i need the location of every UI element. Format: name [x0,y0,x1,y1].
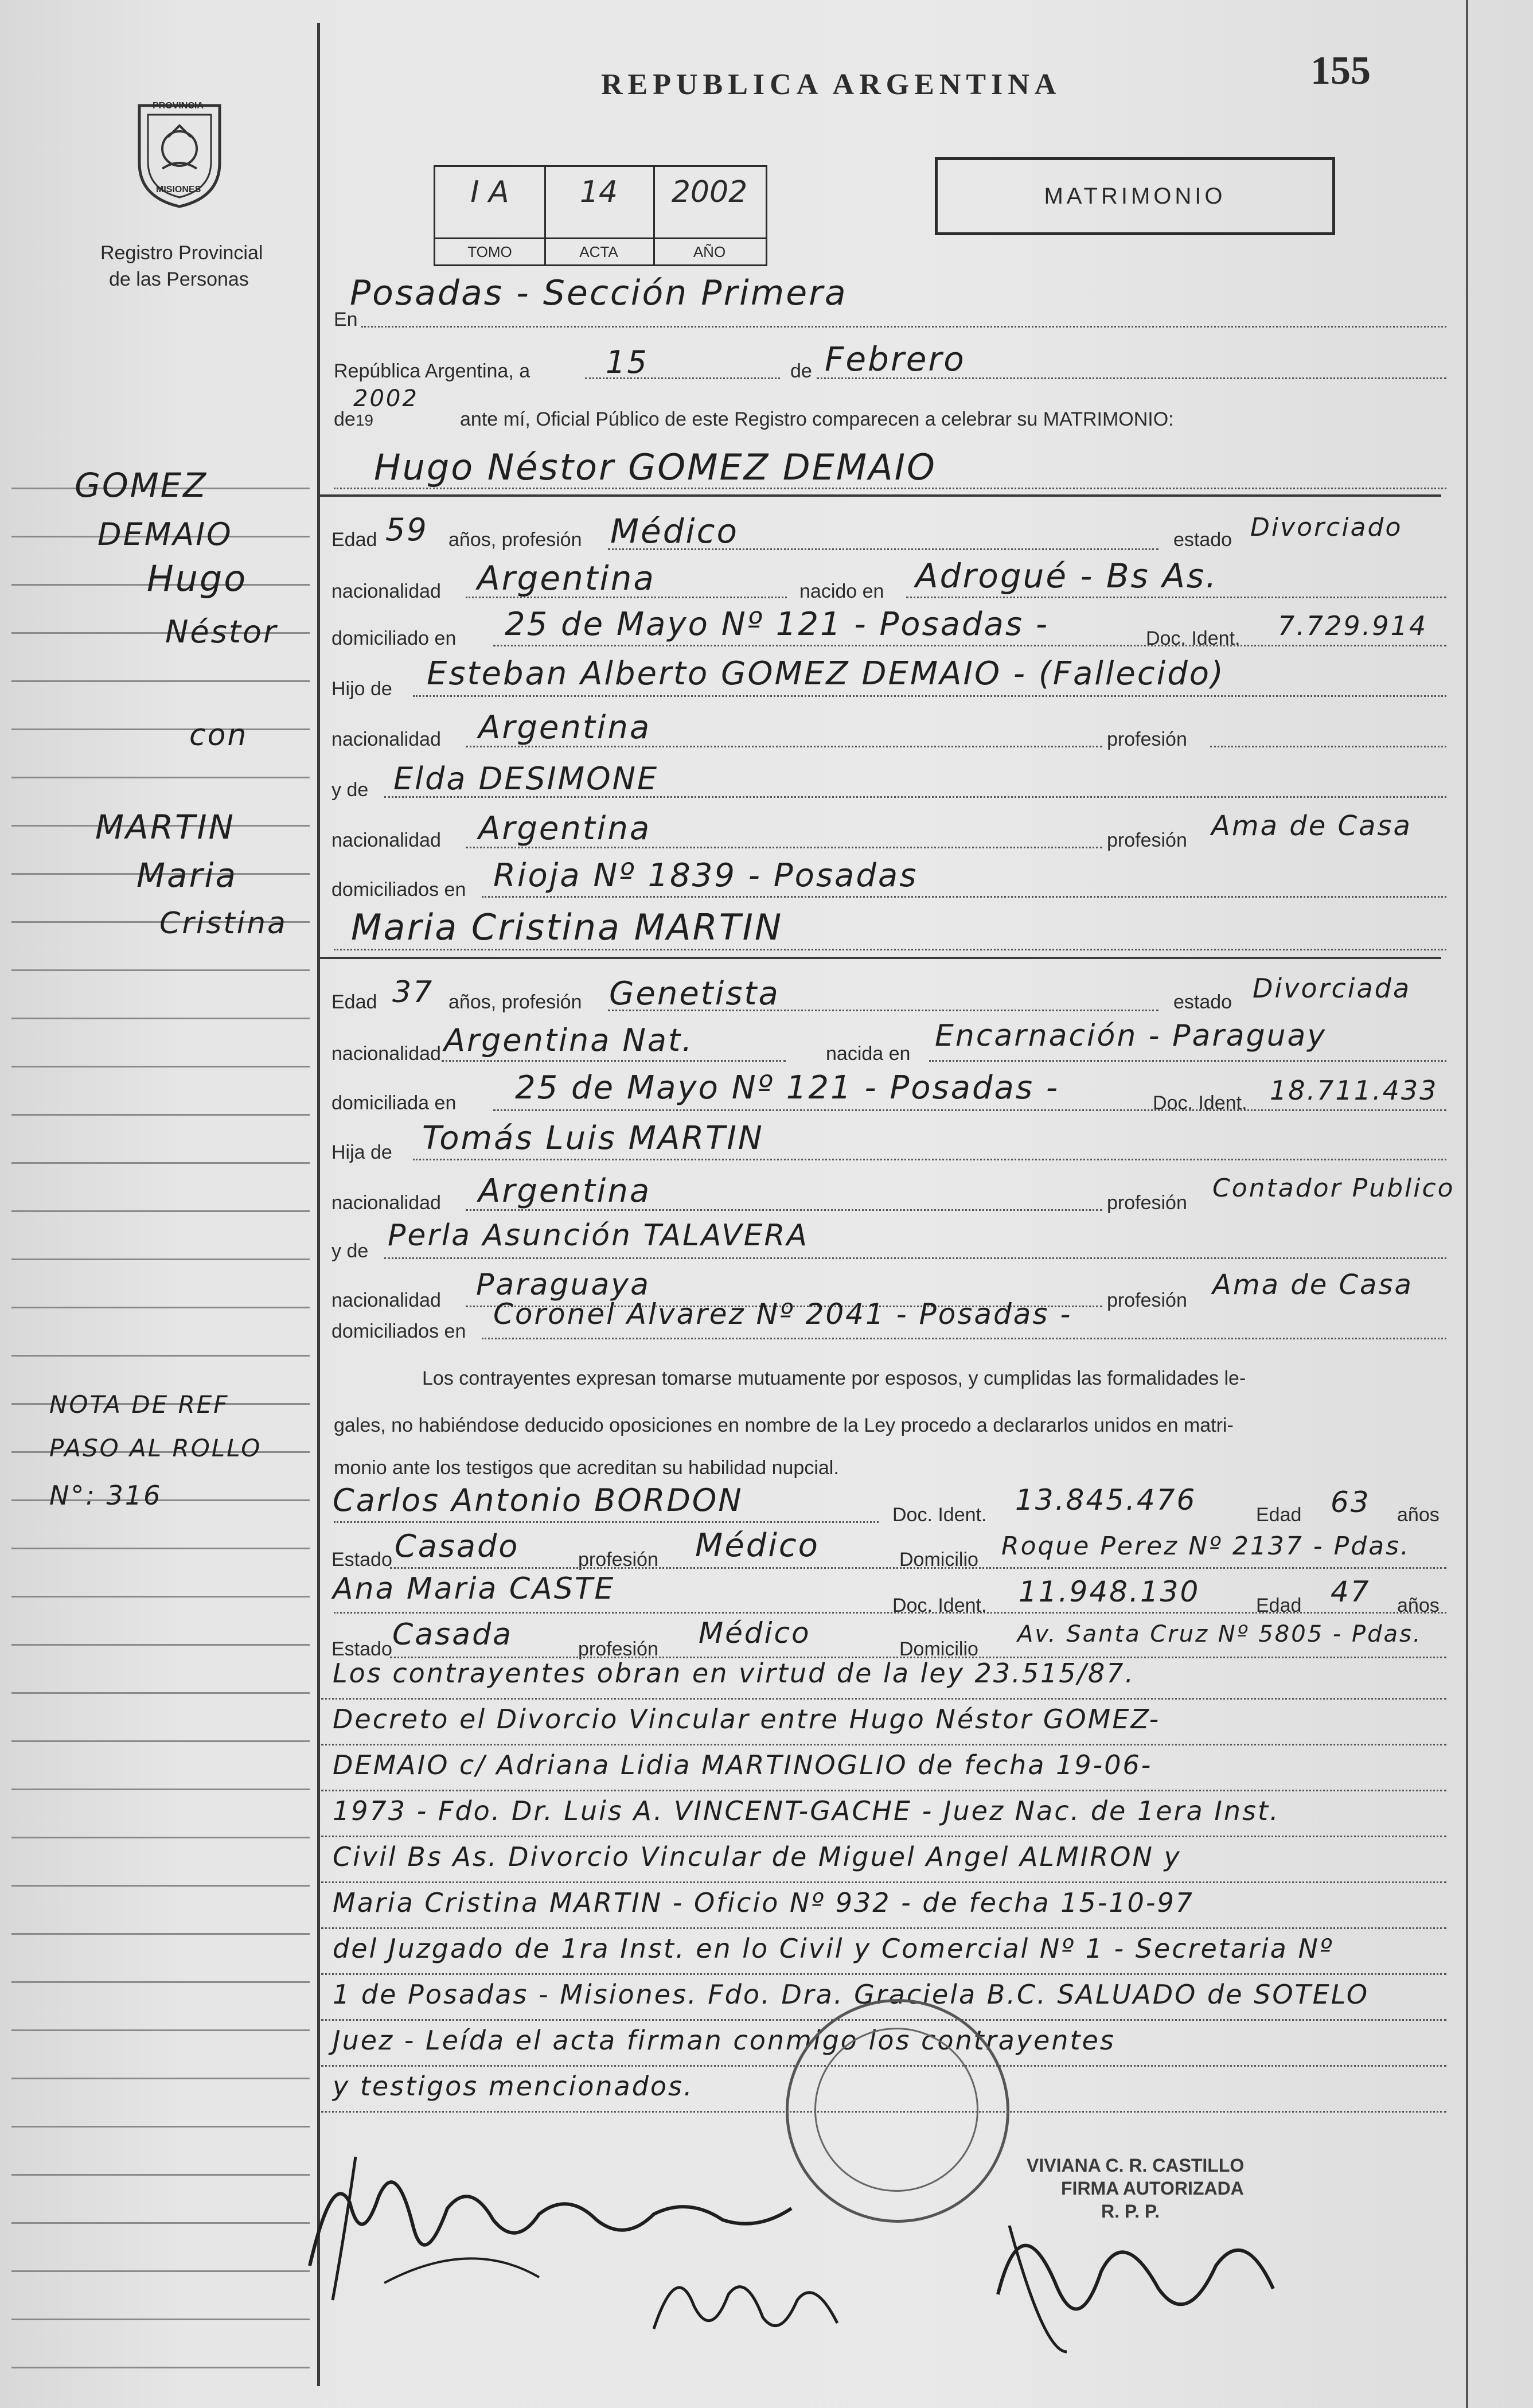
bride-profession-line [608,1010,1158,1011]
stamp-line1: VIVIANA C. R. CASTILLO [1027,2155,1245,2176]
witness1-age: 63 [1331,1486,1371,1519]
stamp-line2: FIRMA AUTORIZADA [1061,2178,1244,2199]
witness1-doc-label: Doc. Ident. [892,1504,987,1526]
annotation-rule [321,1790,1446,1791]
margin-ruled-line [11,1885,310,1887]
groom-mother-line [384,796,1446,798]
tomo-label: TOMO [435,237,544,264]
groom-name-line [334,488,1446,489]
bride-parents-address-line [482,1338,1446,1339]
groom-mother-nat-line [466,847,1102,848]
witness2-doc-label: Doc. Ident. [892,1595,987,1616]
bride-mother-nationality: Paraguaya [476,1268,650,1302]
witness1-name-line [334,1521,879,1523]
bride-nationality-line [442,1060,786,1062]
witness2-doc: 11.948.130 [1019,1575,1200,1608]
witness2-estado: Casada [392,1618,513,1652]
emblem-top-text: PROVINCIA [153,101,204,111]
year-de-text: de [334,408,356,430]
groom-father-nat-line [466,746,1102,747]
groom-father-prof-line [1210,746,1446,747]
groom-estado: Divorciado [1250,513,1403,542]
margin-ruled-line [11,1596,310,1597]
emblem-bottom-text: MISIONES [156,185,201,194]
groom-mother-nac-label: nacionalidad [331,829,441,851]
bride-father-nationality: Argentina [478,1172,652,1210]
act-type-box: MATRIMONIO [935,157,1335,235]
witness1-address: Roque Perez Nº 2137 - Pdas. [1001,1532,1411,1561]
witness2-address: Av. Santa Cruz Nº 5805 - Pdas. [1017,1621,1422,1647]
groom-father: Esteban Alberto GOMEZ DEMAIO - (Fallecido) [427,655,1225,692]
bride-mother-profession: Ama de Casa [1212,1269,1413,1301]
margin-ruled-line [11,1355,310,1357]
witness1-estado: Casado [395,1528,520,1564]
groom-father-nac-label: nacionalidad [331,728,441,750]
declaration-line1: Los contrayentes expresan tomarse mutuamente por esposos, y cumplidas las formalidades le- [422,1367,1246,1389]
groom-profession-line [608,548,1158,550]
annotation-rule [321,1973,1446,1975]
groom-yde-label: y de [331,779,369,801]
act-reference-table [434,165,767,266]
groom-age: 59 [385,512,428,548]
bride-name-line [334,949,1446,950]
margin-ruled-line [11,2078,310,2079]
margin-bride-name2: Cristina [159,906,287,941]
right-edge-rule [1466,0,1468,2408]
bride-born-line [929,1060,1446,1062]
bride-estado: Divorciada [1253,973,1411,1004]
witness2-name: Ana Maria CASTE [333,1572,615,1606]
bride-nacida-label: nacida en [826,1043,911,1065]
bride-signature-icon [642,2237,860,2355]
bride-father-nac-label: nacionalidad [331,1192,441,1214]
groom-doc: 7.729.914 [1278,610,1428,641]
year-printed-prefix: 19 [355,411,373,429]
month-value: Febrero [825,340,966,379]
day-line [585,377,780,379]
groom-nac-label: nacionalidad [331,580,441,602]
annotation-line: Decreto el Divorcio Vincular entre Hugo Néstor GOMEZ- [333,1704,1161,1735]
annotation-line: Civil Bs As. Divorcio Vincular de Miguel Angel ALMIRON y [333,1841,1181,1872]
en-label: En [334,309,358,330]
annotation-line: Los contrayentes obran en virtud de la ley 23.515/87. [333,1658,1136,1689]
tomo-value: I A [470,175,509,209]
annotation-line: Maria Cristina MARTIN - Oficio Nº 932 - de fecha 15-10-97 [333,1887,1195,1918]
groom-born: Adrogué - Bs As. [915,556,1218,595]
month-line [817,377,1446,379]
witness1-dom-label: Domicilio [899,1549,978,1571]
groom-born-line [906,597,1446,598]
bride-address: 25 de Mayo Nº 121 - Posadas - [515,1069,1060,1106]
margin-ruled-line [11,1933,310,1935]
groom-parents-dom-label: domiciliados en [331,879,466,901]
witness1-edad-label: Edad [1256,1504,1302,1526]
groom-address-line [493,645,1446,646]
year-value: 2002 [353,385,419,412]
bride-father-nat-line [466,1209,1102,1211]
margin-ruled-line [11,2222,310,2224]
groom-doc-label: Doc. Ident. [1146,628,1241,649]
witness2-name-line [334,1612,1446,1614]
margin-ruled-line [11,2270,310,2272]
margin-rule [317,23,320,2386]
groom-parents-address: Rioja Nº 1839 - Posadas [493,857,918,894]
bride-parents-dom-label: domiciliados en [331,1320,466,1342]
acta-cell [544,167,655,264]
margin-ruled-line [11,969,310,971]
annotation-line: Juez - Leída el acta firman conmigo los contrayentes [333,2025,1115,2056]
ante-mi-text: ante mí, Oficial Público de este Registro comparecen a celebrar su MATRIMONIO: [460,408,1174,430]
bride-hija-label: Hija de [331,1141,392,1163]
bride-father: Tomás Luis MARTIN [422,1120,764,1157]
groom-nacido-label: nacido en [799,580,884,602]
declaration-line3: monio ante los testigos que acreditan su habilidad nupcial. [334,1457,839,1479]
annotation-rule [321,1698,1446,1700]
official-signature-icon [975,2180,1296,2366]
margin-groom-surname2: DEMAIO [97,516,233,552]
bride-age: 37 [392,975,434,1010]
groom-profession: Médico [610,512,739,551]
groom-separator [317,494,1441,497]
bride-father-prof-label: profesión [1107,1192,1187,1214]
witness1-prof-label: profesión [578,1549,658,1571]
margin-ruled-line [11,1210,310,1212]
bride-nationality: Argentina Nat. [444,1022,694,1058]
margin-ruled-line [11,1981,310,1983]
margin-ruled-line [11,680,310,682]
margin-ruled-line [11,1258,310,1260]
groom-estado-label: estado [1173,529,1232,551]
margin-bride-surname: MARTIN [95,808,235,847]
ano-cell [653,167,766,264]
acta-label: ACTA [544,237,653,264]
witness1-line [390,1567,1446,1569]
country-title: REPUBLICA ARGENTINA [601,68,1062,101]
margin-ruled-line [11,1644,310,1646]
groom-mother-profession: Ama de Casa [1211,810,1412,842]
stamp-line3: R. P. P. [1101,2201,1160,2222]
annotation-rule [321,1927,1446,1929]
margin-ruled-line [11,1162,310,1164]
witness2-anos-label: años [1397,1595,1440,1616]
ano-label: AÑO [653,237,766,264]
margin-ruled-line [11,2319,310,2320]
margin-ruled-line [11,1789,310,1790]
registry-name-line1: Registro Provincial [100,242,263,264]
groom-father-nationality: Argentina [478,709,652,746]
bride-doc: 18.711.433 [1270,1075,1438,1106]
margin-note-line2: PASO AL ROLLO [49,1434,262,1462]
witness2-prof-label: profesión [578,1638,658,1660]
registry-name-line2: de las Personas [109,268,249,290]
place-line [361,326,1446,328]
place-value: Posadas - Sección Primera [350,273,848,313]
annotation-rule [321,1881,1446,1883]
margin-bride-name1: Maria [136,856,238,895]
groom-nationality-line [466,597,787,598]
bride-anos-prof-label: años, profesión [448,991,582,1013]
groom-mother-nationality: Argentina [478,810,652,847]
bride-born: Encarnación - Paraguay [935,1019,1327,1053]
margin-ruled-line [11,2029,310,2031]
bride-mother-nac-label: nacionalidad [331,1289,441,1311]
bride-address-line [493,1109,1446,1111]
groom-parents-address-line [482,896,1446,898]
witness1-estado-label: Estado [331,1549,392,1571]
witness1-doc: 13.845.476 [1015,1483,1197,1517]
witness2-edad-label: Edad [1256,1595,1302,1616]
bride-father-profession: Contador Publico [1212,1174,1455,1203]
page-number: 155 [1310,49,1371,93]
annotation-line: y testigos mencionados. [333,2071,694,2102]
groom-mother-prof-label: profesión [1107,829,1187,851]
bride-edad-label: Edad [331,991,377,1013]
annotation-line: DEMAIO c/ Adriana Lidia MARTINOGLIO de fecha 19-06- [333,1749,1153,1780]
margin-groom-name1: Hugo [147,558,248,599]
groom-anos-prof-label: años, profesión [448,529,582,551]
annotation-line: del Juzgado de 1ra Inst. en lo Civil y Comercial Nº 1 - Secretaria Nº [333,1933,1334,1964]
margin-ruled-line [11,2367,310,2368]
margin-ruled-line [11,1018,310,1019]
bride-dom-label: domiciliada en [331,1092,457,1114]
groom-hijo-label: Hijo de [331,678,392,700]
annotation-rule [321,1836,1446,1837]
margin-note-line3: N°: 316 [49,1480,162,1511]
groom-address: 25 de Mayo Nº 121 - Posadas - [505,606,1050,643]
bride-doc-label: Doc. Ident. [1153,1092,1247,1114]
margin-ruled-line [11,728,310,730]
margin-groom-surname1: GOMEZ [75,466,208,505]
margin-ruled-line [11,1837,310,1838]
margin-ruled-line [11,2126,310,2128]
witness2-dom-label: Domicilio [899,1638,978,1660]
witness2-profession: Médico [699,1616,811,1650]
bride-full-name: Maria Cristina MARTIN [351,906,783,948]
acta-value: 14 [579,175,618,209]
groom-father-line [413,695,1446,697]
margin-ruled-line [11,1066,310,1067]
witness1-anos-label: años [1397,1504,1440,1526]
margin-ruled-line [11,1692,310,1694]
witness1-profession: Médico [695,1527,820,1564]
bride-mother-line [384,1257,1446,1259]
bride-father-line [413,1159,1446,1160]
bride-yde-label: y de [331,1240,369,1262]
bride-parents-address: Coronel Alvarez Nº 2041 - Posadas - [493,1297,1072,1331]
annotation-line: 1973 - Fdo. Dr. Luis A. VINCENT-GACHE - Juez Nac. de 1era Inst. [333,1795,1280,1826]
groom-edad-label: Edad [331,529,377,551]
margin-ruled-line [11,1114,310,1116]
republic-label: República Argentina, a [334,360,530,382]
groom-nationality: Argentina [477,559,656,598]
bride-estado-label: estado [1173,991,1232,1013]
margin-ruled-line [11,777,310,778]
bride-profession: Genetista [609,975,780,1012]
margin-ruled-line [11,1548,310,1549]
groom-father-prof-label: profesión [1107,728,1187,750]
bride-nac-label: nacionalidad [331,1043,441,1065]
witness2-estado-label: Estado [331,1638,392,1660]
bride-mother-prof-label: profesión [1107,1289,1187,1311]
margin-ruled-line [11,2174,310,2176]
margin-ruled-line [11,1740,310,1742]
bride-mother: Perla Asunción TALAVERA [388,1218,809,1253]
day-value: 15 [606,344,649,380]
margin-note-line1: NOTA DE REF [49,1390,229,1419]
annotation-line: 1 de Posadas - Misiones. Fdo. Dra. Graciela B.C. SALUADO de SOTELO [333,1979,1370,2010]
margin-ruled-line [11,1307,310,1308]
witness1-name: Carlos Antonio BORDON [333,1482,743,1518]
margin-groom-name2: Néstor [165,614,278,650]
annotation-rule [321,1744,1446,1745]
groom-dom-label: domiciliado en [331,628,457,649]
witness2-age: 47 [1331,1575,1371,1608]
groom-mother: Elda DESIMONE [393,761,659,797]
margin-con: con [189,718,248,753]
tomo-cell [435,167,546,264]
month-de-label: de [790,360,812,382]
groom-full-name: Hugo Néstor GOMEZ DEMAIO [374,446,937,488]
bride-separator [317,957,1441,959]
ano-value: 2002 [671,175,748,209]
declaration-line2: gales, no habiéndose deducido oposiciones en nombre de la Ley procedo a declararlos unidos en matri- [334,1415,1234,1436]
